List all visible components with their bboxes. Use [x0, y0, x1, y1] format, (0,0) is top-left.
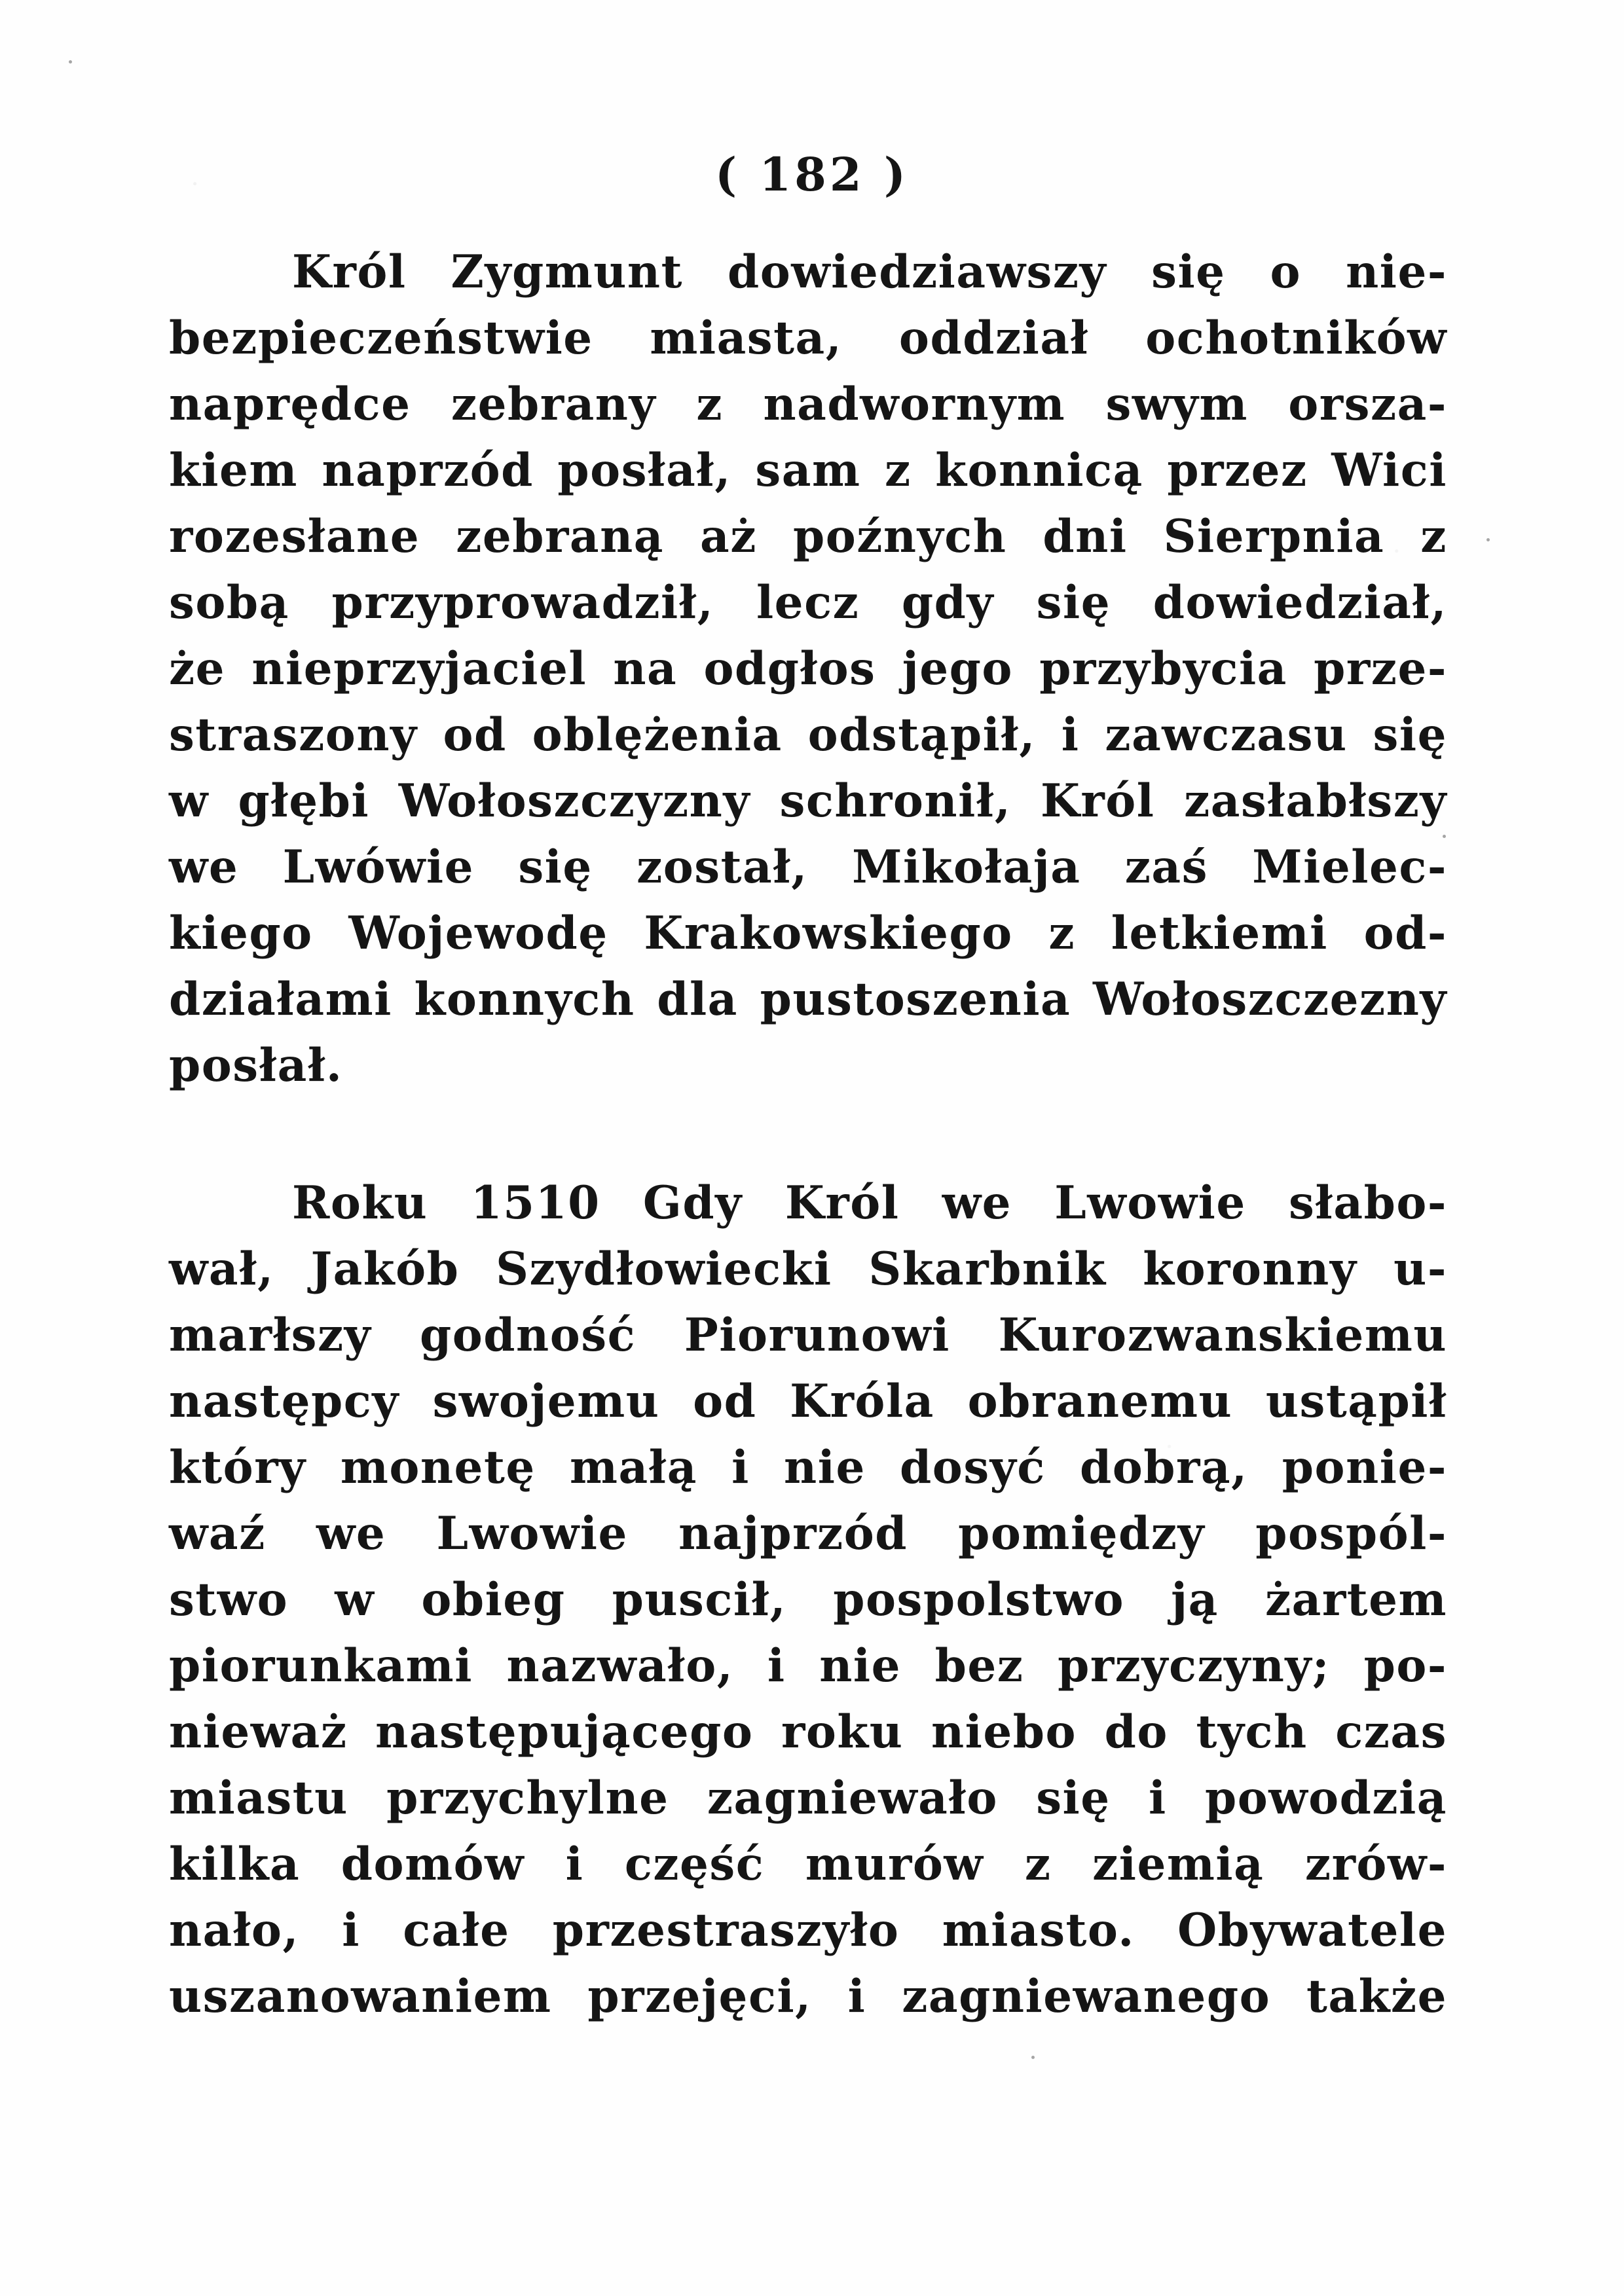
paragraph-1-line: we Lwówie się został, Mikołaja zaś Mielec- — [169, 841, 1447, 894]
paragraph-1-line: że nieprzyjaciel na odgłos jego przybycia prze- — [169, 642, 1447, 695]
paragraph-1-line: Król Zygmunt dowiedziawszy się o nie- — [292, 246, 1447, 299]
page-number: ( 182 ) — [714, 147, 910, 202]
paragraph-2-line: miastu przychylne zagniewało się i powodzią — [169, 1772, 1447, 1825]
paragraph-1-line: naprędce zebrany z nadwornym swym orsza- — [169, 378, 1447, 431]
paragraph-1-line: działami konnych dla pustoszenia Wołoszczezny — [169, 973, 1447, 1026]
paragraph-2-line: uszanowaniem przejęci, i zagniewanego także — [169, 1970, 1447, 2023]
paragraph-1-line: kiem naprzód posłał, sam z konnicą przez Wici — [169, 444, 1447, 497]
paragraph-2-line: nało, i całe przestraszyło miasto. Obywatele — [169, 1904, 1447, 1957]
paragraph-1-line: kiego Wojewodę Krakowskiego z letkiemi od- — [169, 907, 1447, 960]
paragraph-2-line: następcy swojemu od Króla obranemu ustąpił — [169, 1375, 1447, 1428]
paragraph-1-line: sobą przyprowadził, lecz gdy się dowiedział, — [169, 576, 1447, 629]
paragraph-2-line: Roku 1510 Gdy Król we Lwowie słabo- — [292, 1176, 1447, 1230]
paragraph-2-line: piorunkami nazwało, i nie bez przyczyny; po- — [169, 1639, 1447, 1692]
paragraph-2-line: waź we Lwowie najprzód pomiędzy pospól- — [169, 1507, 1447, 1560]
paragraph-2-line: stwo w obieg puscił, pospolstwo ją żartem — [169, 1573, 1447, 1626]
paragraph-1-line: straszony od oblężenia odstąpił, i zawczasu się — [169, 708, 1447, 761]
paragraph-2-line: kilka domów i część murów z ziemią zrów- — [169, 1838, 1447, 1891]
paragraph-1-line: posłał. — [169, 1039, 343, 1092]
paragraph-2-line: który monetę małą i nie dosyć dobrą, ponie- — [169, 1441, 1447, 1494]
paper-speck — [1031, 2056, 1035, 2059]
paragraph-2-line: wał, Jakób Szydłowiecki Skarbnik koronny u- — [169, 1243, 1447, 1296]
paragraph-2-line: marłszy godność Piorunowi Kurozwanskiemu — [169, 1309, 1447, 1362]
paragraph-1-line: rozesłane zebraną aż poźnych dni Sierpnia z — [169, 510, 1447, 563]
paragraph-1-line: w głębi Wołoszczyzny schronił, Król zasłabłszy — [169, 774, 1447, 828]
paper-speck — [1486, 538, 1490, 541]
paragraph-2-line: nieważ następującego roku niebo do tych czas — [169, 1705, 1447, 1758]
paragraph-1-line: bezpieczeństwie miasta, oddział ochotników — [169, 312, 1447, 365]
paper-speck — [69, 60, 72, 64]
